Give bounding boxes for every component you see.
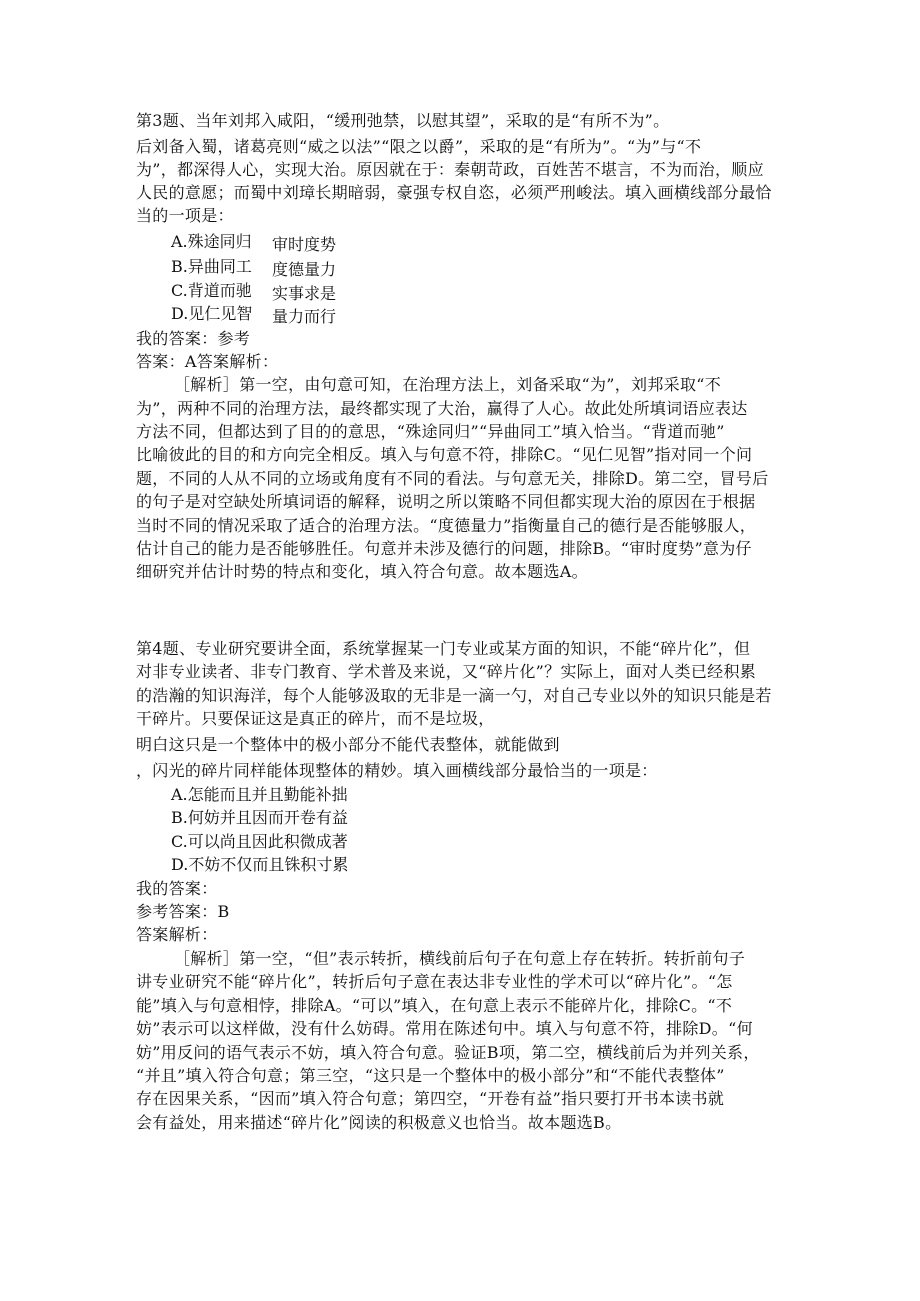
q4-analysis-title: 答案解析： — [136, 925, 218, 944]
q4-stem-line: 干碎片。只要保证这是真正的碎片，而不是垃圾， — [136, 709, 495, 728]
q3-stem-line: 当的一项是： — [136, 206, 234, 225]
q3-option-c: C.背道而驰 — [171, 281, 252, 300]
q3-analysis-line: ［解析］第一空，由句意可知，在治理方法上，刘备采取“为”，刘邦采取“不 — [174, 375, 722, 394]
q3-stem-line: 后刘备入蜀，诸葛亮则“威之以法”“限之以爵”，采取的是“有所为”。“为”与“不 — [136, 137, 702, 156]
q3-analysis-line: 题，不同的人从不同的立场或角度有不同的看法。与句意无关，排除D。第二空，冒号后 — [136, 469, 769, 488]
q3-option-b-second: 度德量力 — [272, 260, 337, 279]
q4-analysis-line: 会有益处，用来描述“碎片化”阅读的积极意义也恰当。故本题选B。 — [136, 1113, 622, 1132]
q3-option-d-second: 量力而行 — [272, 307, 337, 326]
q4-analysis-line: 讲专业研究不能“碎片化”，转折后句子意在表达非专业性的学术可以“碎片化”。“怎 — [136, 972, 733, 991]
q3-analysis-line: 细研究并估计时势的特点和变化，填入符合句意。故本题选A。 — [136, 562, 588, 581]
q3-analysis-line: 方法不同，但都达到了目的的意思，“殊途同归”“异曲同工”填入恰当。“背道而驰” — [136, 422, 725, 441]
q3-analysis-line: 比喻彼此的目的和方向完全相反。填入与句意不符，排除C。“见仁见智”指对同一个问 — [136, 445, 753, 464]
q4-option-b: B.何妨并且因而开卷有益 — [171, 808, 348, 827]
q4-stem-line: 的浩瀚的知识海洋，每个人能够汲取的无非是一滴一勺，对自己专业以外的知识只能是若 — [136, 686, 772, 705]
q4-stem-line: ，闪光的碎片同样能体现整体的精妙。填入画横线部分最恰当的一项是： — [136, 761, 658, 780]
q3-analysis-line: 为”，两种不同的治理方法，最终都实现了大治，赢得了人心。故此处所填词语应表达 — [136, 399, 748, 418]
q4-analysis-line: “并且”填入符合句意；第三空，“这只是一个整体中的极小部分”和“不能代表整体” — [136, 1066, 725, 1085]
q4-analysis-line: 能”填入与句意相悖，排除A。“可以”填入，在句意上表示不能碎片化，排除C。“不 — [136, 996, 733, 1015]
q4-stem-line: 对非专业读者、非专门教育、学术普及来说，又“碎片化”？实际上，面对人类已经积累 — [136, 662, 757, 681]
q4-option-d: D.不妨不仅而且铢积寸累 — [171, 855, 349, 874]
q4-option-c: C.可以尚且因此积微成著 — [171, 832, 348, 851]
q3-stem-line: 为”，都深得人心，实现大治。原因就在于：秦朝苛政，百姓苦不堪言，不为而治，顺应 — [136, 160, 764, 179]
q3-option-b: B.异曲同工 — [171, 257, 252, 276]
q3-stem-line: 人民的意愿；而蜀中刘璋长期暗弱，豪强专权自恣，必须严刑峻法。填入画横线部分最恰 — [136, 183, 772, 202]
q3-option-d: D.见仁见智 — [171, 304, 253, 323]
q3-option-a: A.殊途同归 — [171, 232, 252, 251]
q4-stem-line: 明白这只是一个整体中的极小部分不能代表整体，就能做到 — [136, 735, 560, 754]
q3-option-c-second: 实事求是 — [272, 284, 337, 303]
q4-analysis-line: 妨”用反问的语气表示不妨，填入符合句意。验证B项，第二空，横线前后为并列关系， — [136, 1043, 760, 1062]
q4-ref-answer: 参考答案：B — [136, 902, 230, 921]
q3-answer: 答案：A答案解析： — [136, 352, 279, 371]
q4-option-a: A.怎能而且并且勤能补拙 — [171, 785, 348, 804]
q3-my-answer: 我的答案：参考 — [136, 329, 251, 348]
q3-stem-line: 第3题、当年刘邦入咸阳，“缓刑弛禁，以慰其望”，采取的是“有所不为”。 — [136, 111, 670, 130]
q3-option-a-second: 审时度势 — [272, 235, 337, 254]
q4-analysis-line: ［解析］第一空，“但”表示转折，横线前后句子在句意上存在转折。转折前句子 — [174, 949, 746, 968]
q4-my-answer: 我的答案： — [136, 879, 218, 898]
q4-analysis-line: 存在因果关系，“因而”填入符合句意；第四空，“开卷有益”指只要打开书本读书就 — [136, 1089, 725, 1108]
q4-analysis-line: 妨”表示可以这样做，没有什么妨碍。常用在陈述句中。填入与句意不符，排除D。“何 — [136, 1019, 753, 1038]
q3-analysis-line: 当时不同的情况采取了适合的治理方法。“度德量力”指衡量自己的德行是否能够服人， — [136, 516, 757, 535]
q3-analysis-line: 的句子是对空缺处所填词语的解释，说明之所以策略不同但都实现大治的原因在于根据 — [136, 492, 756, 511]
q4-stem-line: 第4题、专业研究要讲全面，系统掌握某一门专业或某方面的知识，不能“碎片化”，但 — [136, 639, 751, 658]
q3-analysis-line: 估计自己的能力是否能够胜任。句意并未涉及德行的问题，排除B。“审时度势”意为仔 — [136, 539, 752, 558]
